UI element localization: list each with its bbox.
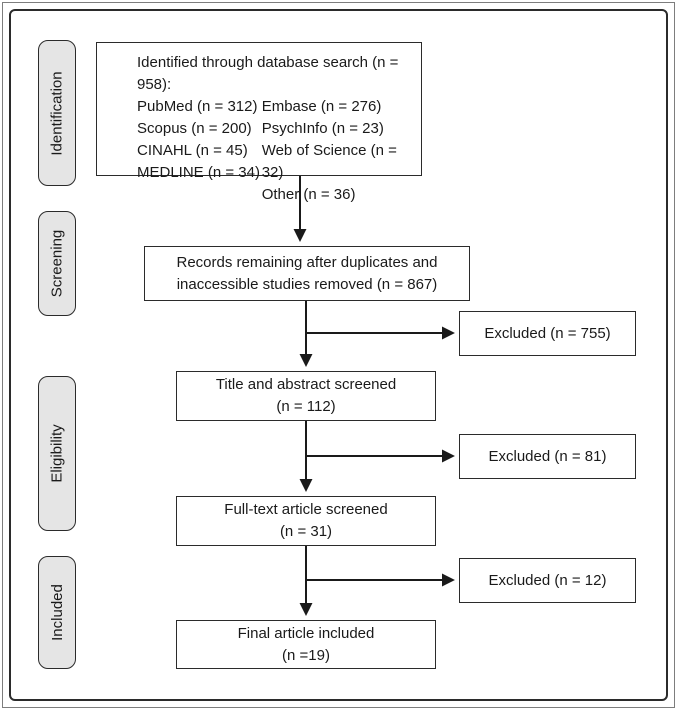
source-pubmed: PubMed (n = 312) (137, 98, 258, 115)
box-excluded-12 (459, 558, 636, 603)
excluded-12-label: Excluded (n = 12) (488, 571, 607, 589)
excluded-81-label: Excluded (n = 81) (488, 447, 607, 465)
excluded-755-label: Excluded (n = 755) (484, 324, 611, 342)
box-fulltext-screened (176, 496, 436, 546)
box-excluded-81 (459, 434, 636, 479)
title-abstract-line1: Title and abstract screened (215, 376, 397, 393)
source-scopus: Scopus (n = 200) (137, 120, 252, 137)
fulltext-line1: Full-text article screened (224, 501, 388, 518)
stage-screening (38, 211, 76, 316)
box-title-abstract-screened (176, 371, 436, 421)
final-line2: (n =19) (282, 646, 330, 664)
source-cinahl: CINAHL (n = 45) (137, 142, 248, 159)
source-webofscience: Web of Science (n = 32) (261, 142, 397, 181)
source-psychinfo: PsychInfo (n = 23) (261, 120, 384, 137)
identified-title: Identified through database search (n = 958): (137, 54, 399, 93)
source-medline: MEDLINE (n = 34) (137, 164, 260, 181)
records-line1: Records remaining after duplicates and (176, 253, 438, 271)
stage-identification-label: Identification (48, 70, 66, 156)
box-records-remaining (144, 246, 470, 301)
identified-columns (137, 96, 415, 206)
stage-included (38, 556, 76, 669)
stage-eligibility (38, 376, 76, 531)
source-other: Other (n = 36) (261, 186, 356, 203)
records-line2: inaccessible studies removed (n = 867) (176, 275, 438, 293)
stage-eligibility-label: Eligibility (48, 424, 66, 483)
identified-column-1 (137, 96, 262, 206)
box-identified (96, 42, 422, 203)
fulltext-line2: (n = 31) (279, 523, 333, 540)
final-line1: Final article included (237, 624, 375, 642)
source-embase: Embase (n = 276) (261, 98, 382, 115)
box-final-included (176, 620, 436, 669)
box-excluded-755 (459, 311, 636, 356)
title-abstract-line2: (n = 112) (276, 398, 336, 415)
stage-screening-label: Screening (48, 229, 66, 298)
identified-column-2 (262, 96, 415, 206)
stage-identification (38, 40, 76, 186)
stage-included-label: Included (48, 584, 66, 641)
